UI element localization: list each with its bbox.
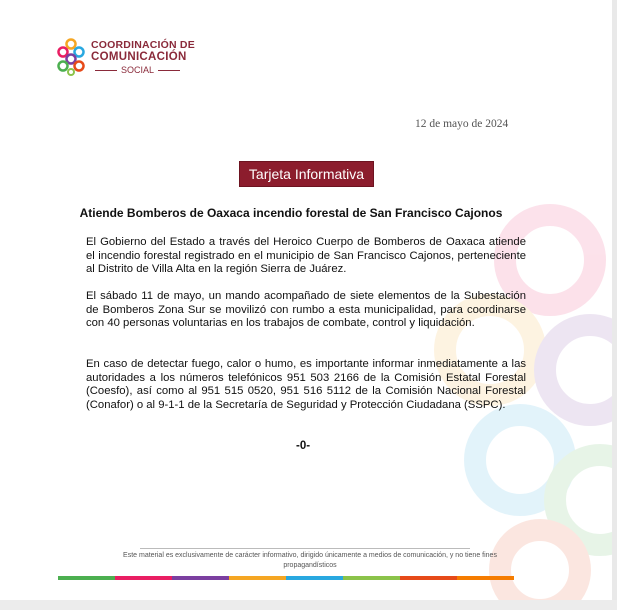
- color-bar-segment: [400, 576, 457, 580]
- paragraph-1: El Gobierno del Estado a través del Heroico Cuerpo de Bomberos de Oaxaca atiende el incendio forestal registrado en el municipio de San Francisco Cajonos, perteneciente al Distrito de Villa Alta en la región Sierra de Juárez.: [86, 236, 526, 276]
- logo-line-3: [91, 66, 195, 75]
- logo: [56, 38, 195, 76]
- document-type-badge: Tarjeta Informativa: [239, 161, 374, 187]
- paragraph-3: En caso de detectar fuego, calor o humo, es importante informar inmediatamente a las autoridades a los números telefónicos 951 503 2166 de la Comisión Estatal Forestal (Coesfo), así como al 951 515 0520, 951 516 5112 de la Comisión Nacional Forestal (Conafor) o al 9-1-1 de la Secretaría de Seguridad y Protección Ciudadana (SSPC).: [86, 358, 526, 411]
- footer-line-1: Este material es exclusivamente de carácter informativo, dirigido únicamente a medios de comunicación, y no tiene fines: [123, 552, 497, 559]
- color-bar-segment: [58, 576, 115, 580]
- footer-disclaimer: [70, 551, 550, 571]
- color-bar-segment: [172, 576, 229, 580]
- logo-line-2: COMUNICACIÓN: [91, 51, 187, 63]
- page-shadow-right: [612, 0, 617, 610]
- color-bar-segment: [457, 576, 514, 580]
- page-shadow-bottom: [0, 600, 617, 610]
- footer-color-bar: [58, 576, 514, 580]
- logo-mark-icon: [56, 38, 86, 76]
- logo-line-3-text: SOCIAL: [121, 64, 155, 75]
- color-bar-segment: [343, 576, 400, 580]
- closing-mark: -0-: [296, 440, 311, 452]
- footer-rule: [140, 548, 470, 549]
- paragraph-2: El sábado 11 de mayo, un mando acompañado de siete elementos de la Subestación de Bomberos Zona Sur se movilizó con rumbo a esta municipalidad, para coordinarse con 40 personas voluntarias en los trabajos de combate, control y liquidación.: [86, 290, 526, 330]
- document-title: Atiende Bomberos de Oaxaca incendio forestal de San Francisco Cajonos: [79, 206, 503, 220]
- color-bar-segment: [229, 576, 286, 580]
- color-bar-segment: [115, 576, 172, 580]
- footer-line-2: propagandísticos: [283, 562, 337, 569]
- color-bar-segment: [286, 576, 343, 580]
- document-date: 12 de mayo de 2024: [415, 118, 509, 130]
- logo-line-1: COORDINACIÓN DE: [91, 38, 195, 51]
